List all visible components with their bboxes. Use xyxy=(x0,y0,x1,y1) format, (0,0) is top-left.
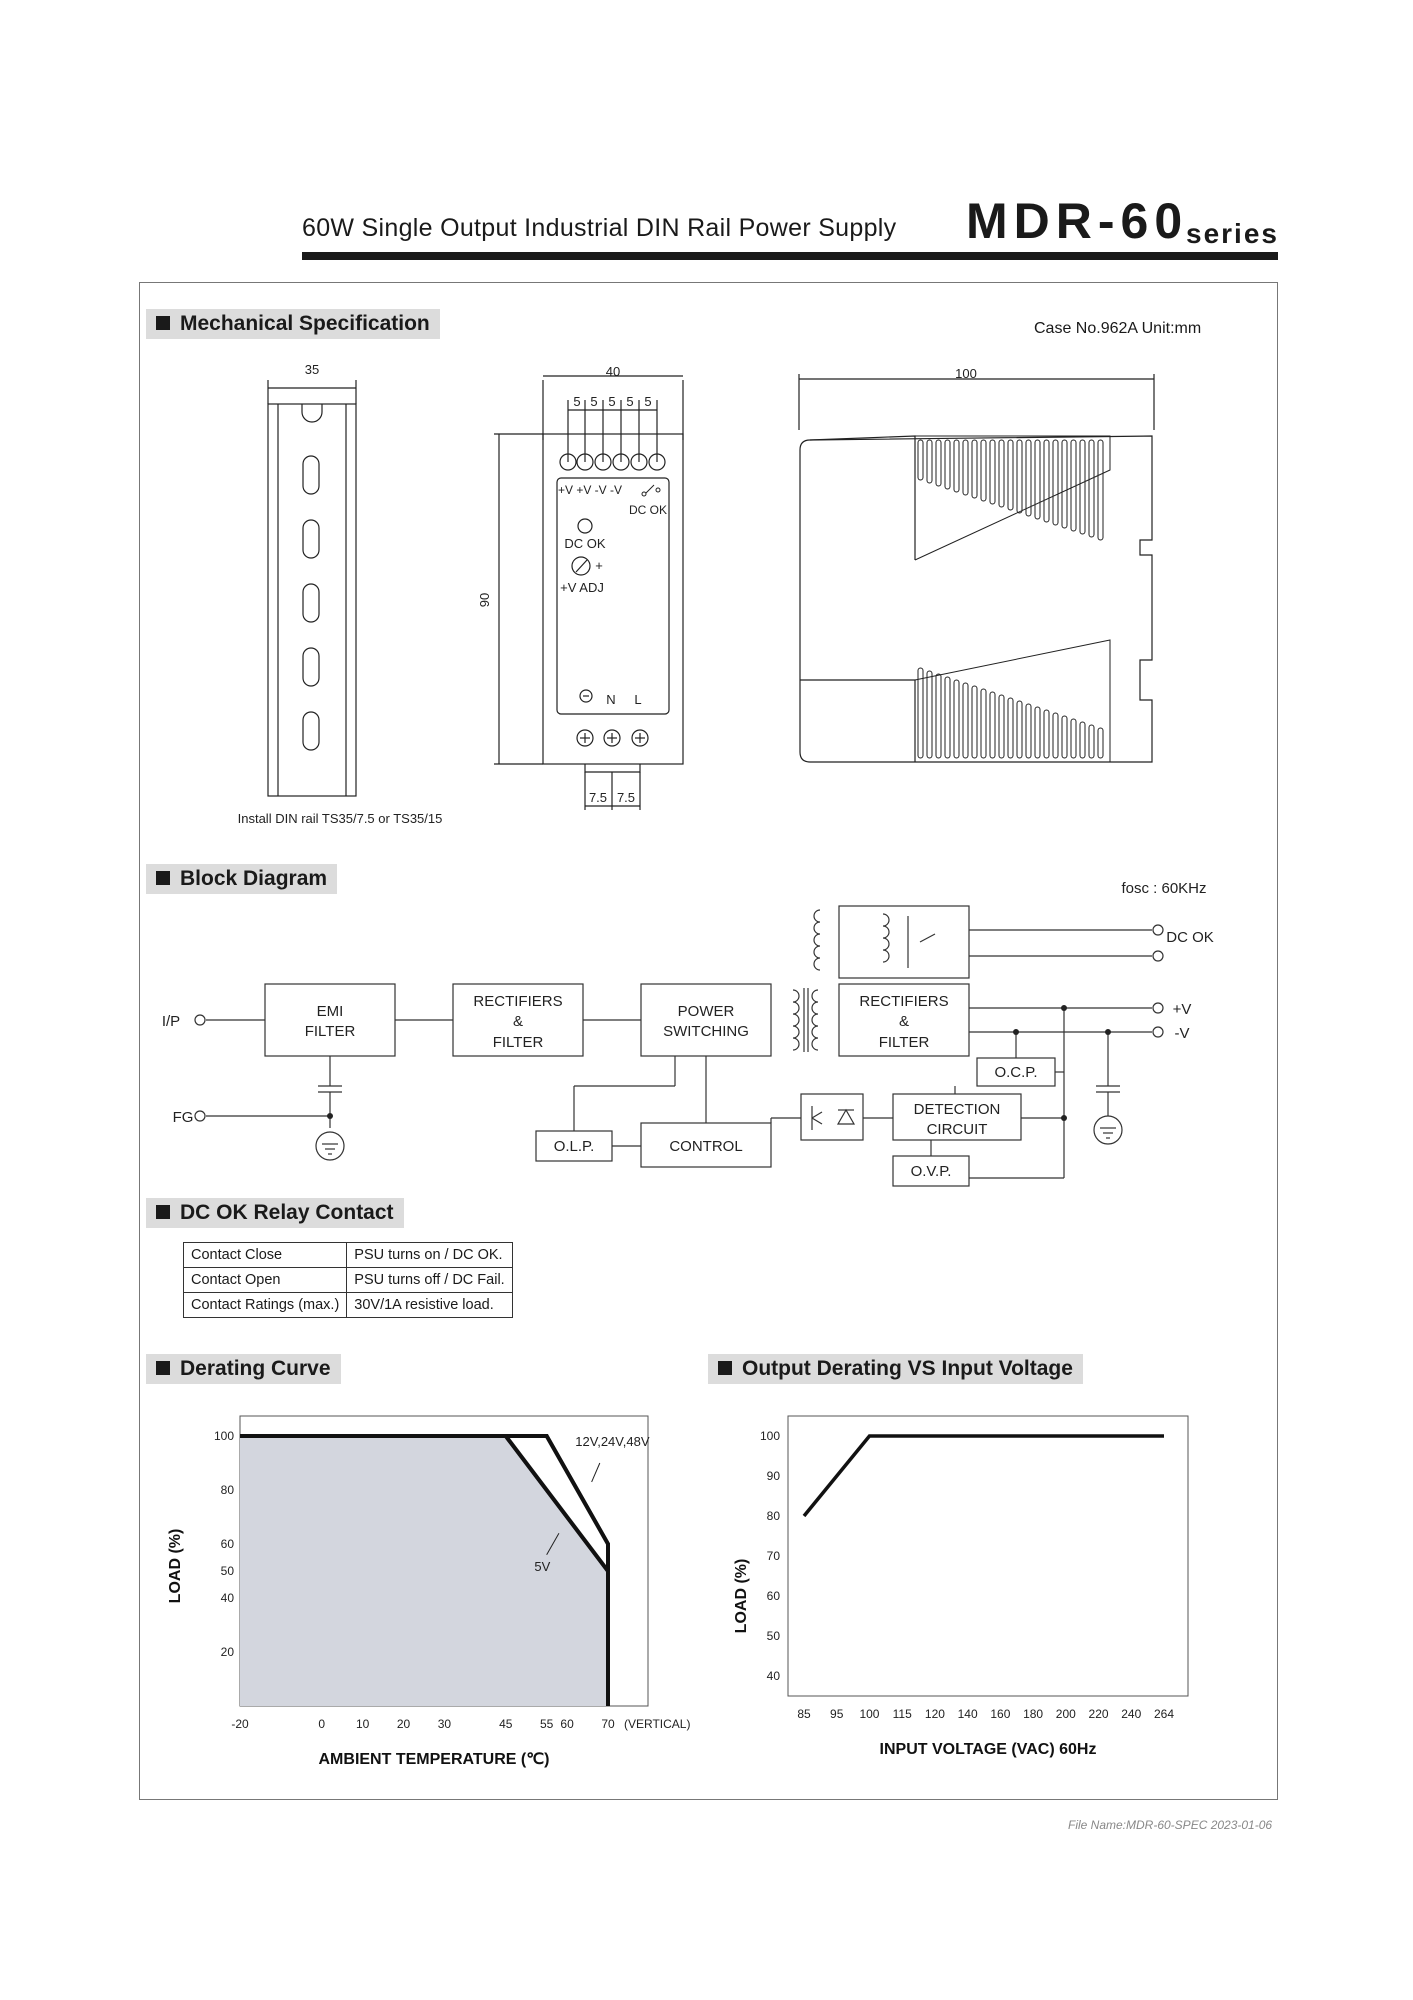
vent-slot xyxy=(1044,440,1049,522)
vent-slot xyxy=(1053,713,1058,758)
derating-curve-chart xyxy=(160,1400,700,1770)
x-tick-label: 45 xyxy=(499,1717,513,1731)
detection-label: DETECTION xyxy=(913,1101,1001,1118)
section-derating xyxy=(146,1354,341,1384)
table-cell: Contact Open xyxy=(184,1268,347,1293)
rect1-label: RECTIFIERS xyxy=(473,993,563,1010)
x-tick-label: 160 xyxy=(990,1707,1011,1721)
rect1-label: FILTER xyxy=(492,1034,544,1051)
vent-slot xyxy=(1035,707,1040,758)
vent-slot xyxy=(936,674,941,758)
y-tick-label: 80 xyxy=(220,1483,234,1497)
case-info: Case No.962A Unit:mm xyxy=(1034,320,1202,337)
section-title: Block Diagram xyxy=(180,867,328,890)
series-label: 5V xyxy=(534,1559,551,1574)
x-tick-label: 240 xyxy=(1121,1707,1142,1721)
y-tick-label: 40 xyxy=(766,1669,780,1683)
vent-slot xyxy=(1080,722,1085,758)
x-axis-label: INPUT VOLTAGE (VAC) 60Hz xyxy=(879,1741,1097,1758)
x-tick-label: 115 xyxy=(892,1707,912,1721)
dim-bottom-pitch: 7.5 xyxy=(616,790,636,805)
vent-slot xyxy=(1089,440,1094,537)
dim-height: 90 xyxy=(477,592,492,608)
dcok-led-label: DC OK xyxy=(564,536,606,551)
rect2-label: RECTIFIERS xyxy=(859,993,949,1010)
vent-slot xyxy=(1062,716,1067,758)
emi-filter-box xyxy=(265,984,395,1056)
vent-slot xyxy=(1098,728,1103,758)
vent-slot xyxy=(918,668,923,758)
vent-slot xyxy=(1044,710,1049,758)
x-tick-label: 100 xyxy=(859,1707,880,1721)
vent-slot xyxy=(999,440,1004,507)
dcok-contact-label: DC OK xyxy=(628,503,668,517)
vent-slots-top xyxy=(918,440,1103,540)
vent-slot xyxy=(1089,725,1094,758)
dim-pitch: 5 xyxy=(573,394,581,409)
table-cell: PSU turns off / DC Fail. xyxy=(347,1268,512,1293)
vent-slot xyxy=(1008,698,1013,758)
mechanical-drawing xyxy=(0,0,1413,850)
vminus-label: -V xyxy=(1174,1025,1190,1042)
rect1-label: & xyxy=(512,1013,524,1030)
dim-side-depth: 100 xyxy=(955,366,977,381)
series-line xyxy=(804,1436,1164,1516)
vent-slot xyxy=(972,686,977,758)
x-tick-label: 220 xyxy=(1088,1707,1109,1721)
y-tick-label: 20 xyxy=(220,1645,234,1659)
psw-label: POWER xyxy=(677,1003,735,1020)
x-tick-label: 140 xyxy=(957,1707,978,1721)
plus-label: + xyxy=(595,558,603,573)
vent-slot xyxy=(954,680,959,758)
y-tick-label: 70 xyxy=(766,1549,780,1563)
vadj-label: +V ADJ xyxy=(560,580,604,595)
x-tick-label: 60 xyxy=(560,1717,574,1731)
table-row xyxy=(184,1293,513,1318)
dcok-relay-box xyxy=(839,906,969,978)
x-axis-label: AMBIENT TEMPERATURE (℃) xyxy=(318,1751,550,1768)
photocoupler-box xyxy=(801,1094,863,1140)
control-label: CONTROL xyxy=(669,1138,743,1155)
dcok-output-label: DC OK xyxy=(1166,929,1214,946)
vent-slot xyxy=(1026,440,1031,516)
vent-slot xyxy=(972,440,977,498)
relay-switch-icon xyxy=(646,485,654,493)
section-input-derating xyxy=(708,1354,1083,1384)
annotation-leader xyxy=(592,1463,600,1482)
x-tick-label: 30 xyxy=(437,1717,452,1731)
doc-title: 60W Single Output Industrial DIN Rail Power Supply xyxy=(302,214,897,242)
y-tick-label: 80 xyxy=(766,1509,780,1523)
input-derating-chart xyxy=(720,1400,1240,1770)
vent-slot xyxy=(1062,440,1067,528)
vent-slot xyxy=(999,695,1004,758)
vent-slot xyxy=(963,440,968,495)
section-title: Derating Curve xyxy=(180,1357,331,1380)
table-cell: Contact Close xyxy=(184,1243,347,1268)
section-title: Mechanical Specification xyxy=(180,312,430,335)
y-tick-label: 60 xyxy=(220,1537,234,1551)
vent-slot xyxy=(918,440,923,480)
vent-slot xyxy=(1026,704,1031,758)
ovp-label: O.V.P. xyxy=(910,1163,952,1180)
fg-label: FG xyxy=(172,1109,194,1126)
block-diagram xyxy=(0,860,1413,1210)
y-tick-label: 60 xyxy=(766,1589,780,1603)
dim-front-width: 40 xyxy=(605,364,621,379)
plot-frame xyxy=(788,1416,1188,1696)
vent-slot xyxy=(981,689,986,758)
vent-slot xyxy=(1080,440,1085,534)
y-axis-label: LOAD (%) xyxy=(167,1528,184,1604)
y-tick-label: 100 xyxy=(759,1429,780,1443)
section-title: Output Derating VS Input Voltage xyxy=(742,1357,1073,1380)
series-label: series xyxy=(1186,218,1279,249)
input-n-label: N xyxy=(606,692,616,707)
vplus-label: +V xyxy=(1172,1001,1192,1018)
detection-label: CIRCUIT xyxy=(926,1121,988,1138)
emi-label: FILTER xyxy=(304,1023,356,1040)
din-rail-drawing xyxy=(268,380,356,796)
vent-slot xyxy=(1017,701,1022,758)
x-tick-label: 70 xyxy=(601,1717,615,1731)
x-tick-label: 180 xyxy=(1023,1707,1044,1721)
x-tick-label: 10 xyxy=(355,1717,370,1731)
dim-pitch: 5 xyxy=(626,394,634,409)
rect2-label: & xyxy=(898,1013,910,1030)
fosc-label: fosc : 60KHz xyxy=(1121,880,1207,897)
x-tick-label: -20 xyxy=(231,1717,249,1731)
bullet-square-icon xyxy=(156,1361,170,1375)
section-title: DC OK Relay Contact xyxy=(180,1201,394,1224)
x-tick-label: 200 xyxy=(1055,1707,1076,1721)
ocp-label: O.C.P. xyxy=(994,1064,1038,1081)
x-tick-label: 85 xyxy=(797,1707,811,1721)
y-axis-label: LOAD (%) xyxy=(733,1558,750,1634)
model-name: MDR-60 xyxy=(966,193,1189,249)
y-tick-label: 50 xyxy=(766,1629,780,1643)
series-label: 12V,24V,48V xyxy=(575,1434,650,1449)
x-tick-label: 264 xyxy=(1153,1707,1175,1721)
vent-slot xyxy=(990,440,995,504)
vent-slot xyxy=(1008,440,1013,510)
ip-label: I/P xyxy=(161,1013,181,1030)
rail-note: Install DIN rail TS35/7.5 or TS35/15 xyxy=(237,811,443,826)
vent-slot xyxy=(954,440,959,492)
x-tick-label: 0 xyxy=(318,1717,326,1731)
vent-slot xyxy=(927,440,932,483)
vent-slot xyxy=(927,671,932,758)
vent-slots-bottom xyxy=(918,668,1103,758)
input-l-label: L xyxy=(634,692,642,707)
rect2-label: FILTER xyxy=(878,1034,930,1051)
x-tick-label: 20 xyxy=(396,1717,411,1731)
vent-slot xyxy=(1053,440,1058,525)
y-tick-label: 50 xyxy=(220,1564,234,1578)
olp-label: O.L.P. xyxy=(553,1138,595,1155)
dim-pitch: 5 xyxy=(608,394,616,409)
bullet-square-icon xyxy=(718,1361,732,1375)
dim-pitch: 5 xyxy=(644,394,652,409)
terminal-labels: +V +V -V -V xyxy=(557,483,623,497)
table-row xyxy=(184,1268,513,1293)
vent-slot xyxy=(963,683,968,758)
vent-slot xyxy=(1098,440,1103,540)
y-tick-label: 90 xyxy=(766,1469,780,1483)
vent-slot xyxy=(1035,440,1040,519)
vent-slot xyxy=(1071,719,1076,758)
relay-contact-table xyxy=(183,1242,513,1318)
dim-pitch: 5 xyxy=(590,394,598,409)
vent-slot xyxy=(945,440,950,489)
dim-rail-width: 35 xyxy=(304,362,320,377)
power-switching-box xyxy=(641,984,771,1056)
x-tick-label: 55 xyxy=(539,1717,554,1731)
y-tick-label: 100 xyxy=(213,1429,234,1443)
x-tick-label: 120 xyxy=(924,1707,945,1721)
table-cell: 30V/1A resistive load. xyxy=(347,1293,512,1318)
vent-slot xyxy=(936,440,941,486)
table-row xyxy=(184,1243,513,1268)
x-axis-suffix: (VERTICAL) xyxy=(624,1717,691,1731)
dim-bottom-pitch: 7.5 xyxy=(588,790,608,805)
table-cell: Contact Ratings (max.) xyxy=(184,1293,347,1318)
psw-label: SWITCHING xyxy=(663,1023,749,1040)
x-tick-label: 95 xyxy=(830,1707,844,1721)
emi-label: EMI xyxy=(316,1003,344,1020)
vent-slot xyxy=(990,692,995,758)
y-tick-label: 40 xyxy=(220,1591,234,1605)
table-cell: PSU turns on / DC OK. xyxy=(347,1243,512,1268)
vent-slot xyxy=(945,677,950,758)
file-name: File Name:MDR-60-SPEC 2023-01-06 xyxy=(1068,1818,1273,1832)
vent-slot xyxy=(981,440,986,501)
vent-slot xyxy=(1017,440,1022,513)
